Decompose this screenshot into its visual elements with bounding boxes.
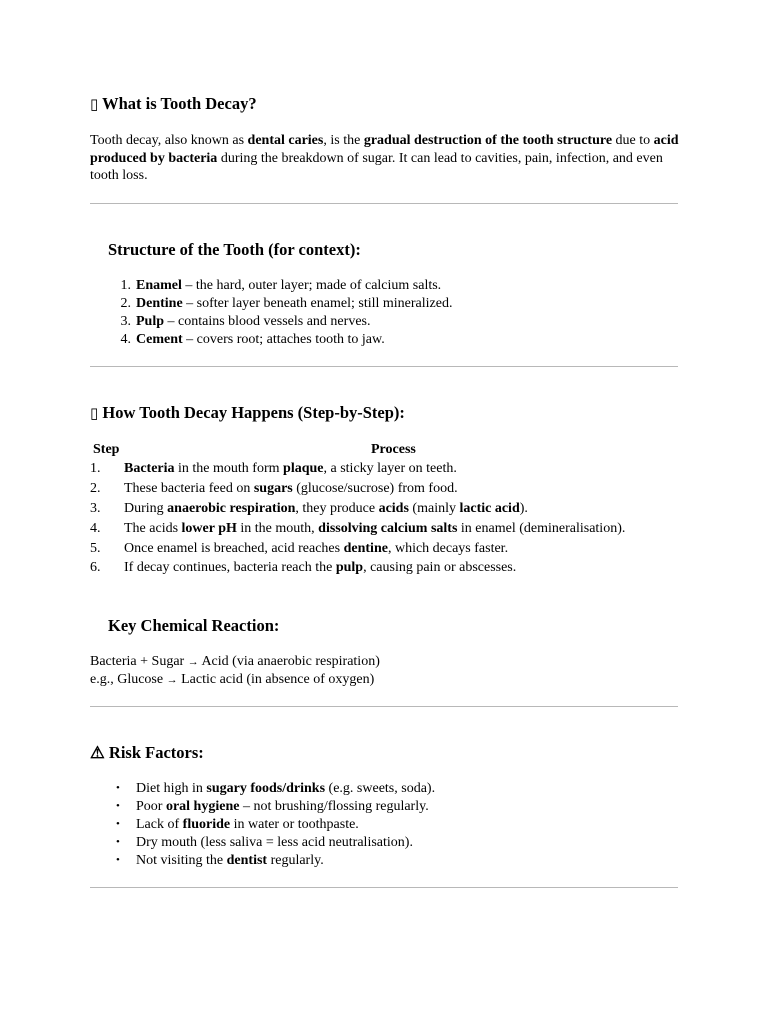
table-row — [90, 500, 690, 520]
bold-term: sugars — [253, 480, 293, 496]
list-number: 4. — [120, 331, 131, 347]
warning-icon: ⚠ — [90, 743, 105, 762]
text-run: – softer layer beneath enamel; still mineralized. — [182, 295, 453, 311]
bold-term: fluoride — [182, 816, 231, 832]
arrow-icon: → — [187, 656, 199, 668]
steps-table — [90, 441, 690, 579]
section-divider — [90, 887, 678, 888]
step-number: 5. — [90, 540, 101, 556]
text-run: in enamel (demineralisation). — [457, 520, 626, 536]
text-run: Dry mouth (less saliva = less acid neutralisation). — [136, 834, 413, 850]
step-process — [124, 500, 528, 518]
text-run: Diet high in — [136, 781, 207, 796]
list-number: 2. — [120, 295, 131, 311]
text-run: , they produce — [295, 500, 379, 516]
list-number: 1. — [120, 278, 131, 293]
what-paragraph — [90, 132, 680, 185]
risk-item — [116, 816, 435, 834]
column-header-step: Step — [93, 442, 120, 457]
bold-term: anaerobic respiration — [167, 500, 296, 516]
step-process — [124, 460, 457, 478]
text-run: Not visiting the — [136, 852, 227, 868]
text-run: The acids — [124, 520, 182, 536]
structure-list — [120, 277, 453, 349]
step-process — [124, 559, 516, 577]
section-divider — [90, 366, 678, 367]
step-number: 2. — [90, 480, 101, 496]
bold-term: Bacteria — [124, 461, 175, 476]
bold-term: dissolving calcium salts — [318, 520, 458, 536]
bold-term: dentine — [343, 540, 388, 556]
reaction-example-reactant: e.g., Glucose — [90, 672, 164, 687]
text-run: (glucose/sucrose) from food. — [292, 480, 458, 496]
box-glyph-icon: ▯ — [90, 97, 99, 113]
bullet-icon: • — [116, 835, 120, 848]
step-process — [124, 540, 508, 558]
text-run: During — [124, 500, 168, 516]
table-row — [90, 480, 690, 500]
table-row — [90, 559, 690, 579]
bold-term: acids — [378, 500, 409, 516]
table-row — [90, 520, 690, 540]
reaction-example-product: Lactic acid (in absence of oxygen) — [181, 672, 375, 687]
text-run: in water or toothpaste. — [230, 816, 359, 832]
bold-term: Cement — [136, 331, 183, 347]
bold-term: Dentine — [136, 295, 183, 311]
text-run: due to — [612, 133, 654, 148]
text-run: – not brushing/flossing regularly. — [239, 798, 429, 814]
structure-heading: Structure of the Tooth (for context): — [108, 240, 361, 259]
steps-table-header — [90, 441, 690, 460]
bold-term: lactic acid — [459, 500, 520, 516]
risk-heading: ⚠ Risk Factors: — [90, 743, 204, 762]
step-number: 4. — [90, 520, 101, 536]
risk-list — [116, 780, 436, 869]
step-process — [124, 520, 625, 538]
reaction-heading: Key Chemical Reaction: — [108, 616, 280, 635]
text-run: , a sticky layer on teeth. — [323, 461, 457, 476]
text-run: Poor — [136, 798, 166, 814]
text-run: – contains blood vessels and nerves. — [164, 313, 371, 329]
structure-item — [120, 331, 452, 349]
text-run: (mainly — [408, 500, 460, 516]
table-row — [90, 540, 690, 560]
text-run: ). — [519, 500, 528, 516]
bold-term: dental caries — [247, 133, 324, 148]
section-divider — [90, 203, 678, 204]
what-heading: ▯ What is Tooth Decay? — [90, 94, 257, 113]
risk-item — [116, 798, 435, 816]
text-run: , which decays faster. — [387, 540, 509, 556]
bold-term: acid produced by bacteria — [90, 133, 679, 166]
structure-item — [120, 295, 453, 313]
step-number: 3. — [90, 500, 101, 516]
column-header-process: Process — [371, 442, 416, 457]
text-run: – covers root; attaches tooth to jaw. — [182, 331, 385, 347]
bold-term: sugary foods/drinks — [206, 781, 326, 796]
text-run: in the mouth form — [174, 461, 284, 476]
how-heading: ▯ How Tooth Decay Happens (Step-by-Step): — [90, 403, 405, 422]
table-row — [90, 460, 690, 480]
structure-item — [120, 313, 452, 331]
text-run: in the mouth, — [236, 520, 319, 536]
text-run: , is the — [323, 133, 364, 148]
bullet-icon: • — [116, 782, 120, 794]
risk-item — [116, 834, 435, 852]
text-run: If decay continues, bacteria reach the — [124, 560, 336, 576]
list-number: 3. — [120, 313, 131, 329]
reaction-reactants: Bacteria + Sugar — [90, 654, 185, 669]
bold-term: plaque — [283, 461, 324, 476]
bold-term: lower pH — [181, 520, 237, 536]
risk-item — [116, 852, 435, 870]
step-process — [124, 480, 458, 498]
step-number: 6. — [90, 560, 101, 576]
bullet-icon: • — [116, 853, 120, 866]
text-run: Once enamel is breached, acid reaches — [124, 540, 344, 556]
text-run: – the hard, outer layer; made of calcium salts. — [181, 278, 442, 293]
section-divider — [90, 706, 678, 707]
text-run: , causing pain or abscesses. — [363, 560, 517, 576]
text-run: These bacteria feed on — [124, 480, 254, 496]
bold-term: pulp — [335, 560, 364, 576]
bold-term: Pulp — [136, 313, 165, 329]
text-run: Tooth decay, also known as — [90, 133, 248, 148]
bold-term: dentist — [226, 852, 268, 868]
bold-term: Enamel — [136, 278, 182, 293]
structure-item — [120, 277, 452, 295]
risk-item — [116, 780, 436, 798]
bold-term: oral hygiene — [165, 798, 240, 814]
text-run: regularly. — [267, 852, 324, 868]
box-glyph-icon: ▯ — [90, 406, 99, 422]
bullet-icon: • — [116, 817, 120, 830]
reaction-line-2 — [90, 671, 374, 690]
reaction-line-1 — [90, 653, 380, 672]
arrow-icon: → — [166, 674, 178, 686]
bold-term: gradual destruction of the tooth structure — [363, 133, 613, 148]
text-run: Lack of — [136, 816, 183, 832]
bullet-icon: • — [116, 799, 120, 812]
text-run: (e.g. sweets, soda). — [325, 781, 436, 796]
text-run: during the breakdown of sugar. It can lead to cavities, pain, infection, and even tooth loss. — [90, 150, 663, 183]
reaction-products: Acid (via anaerobic respiration) — [201, 654, 380, 669]
step-number: 1. — [90, 461, 101, 476]
